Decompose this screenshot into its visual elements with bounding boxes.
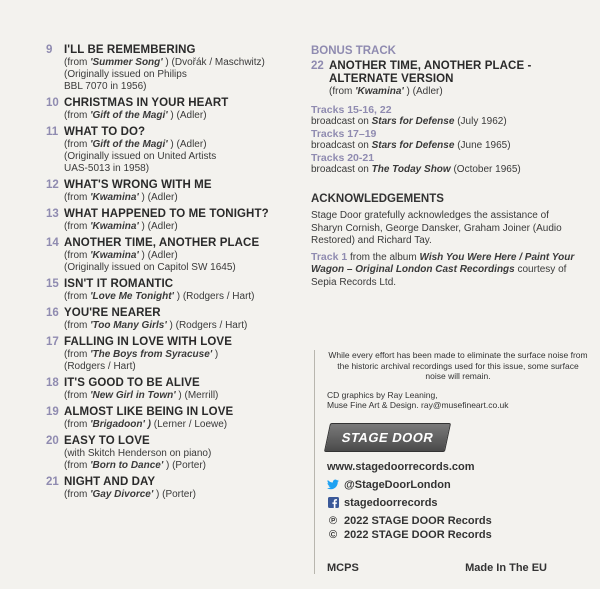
acknowledgements-heading: ACKNOWLEDGEMENTS	[311, 193, 444, 205]
track-detail: (from 'Gift of the Magi' ) (Adler)	[64, 110, 207, 121]
track-number: 12	[46, 179, 59, 191]
track-title: I'LL BE REMEMBERING	[64, 44, 196, 56]
track-item	[46, 126, 296, 175]
facebook-icon	[327, 497, 339, 509]
track-detail: (from 'Summer Song' ) (Dvořák / Maschwitz)	[64, 57, 265, 68]
broadcast-list	[311, 104, 581, 176]
bonus-title-line2: ALTERNATE VERSION	[329, 73, 454, 85]
track-title: NIGHT AND DAY	[64, 476, 156, 488]
track-item	[46, 97, 296, 122]
track-detail: BBL 7070 in 1956)	[64, 81, 147, 92]
track-title: EASY TO LOVE	[64, 435, 150, 447]
track-number: 19	[46, 406, 59, 418]
bonus-heading: BONUS TRACK	[311, 45, 396, 57]
track-title: WHAT'S WRONG WITH ME	[64, 179, 212, 191]
track-number: 21	[46, 476, 59, 488]
cd-graphics-credit: CD graphics by Ray Leaning, Muse Fine Art & Design. ray@musefineart.co.uk	[327, 389, 509, 410]
track-list	[46, 44, 296, 505]
footer	[327, 562, 547, 574]
bonus-track	[311, 60, 581, 98]
track-detail: (from 'Born to Dance' ) (Porter)	[64, 460, 206, 471]
track-title: YOU'RE NEARER	[64, 307, 161, 319]
track-item	[46, 336, 296, 373]
track-number: 10	[46, 97, 59, 109]
track-title: IT'S GOOD TO BE ALIVE	[64, 377, 200, 389]
p-line: ℗ 2022 STAGE DOOR Records	[328, 514, 492, 527]
track-detail: (from 'Kwamina' ) (Adler)	[64, 221, 178, 232]
broadcast-detail: broadcast on The Today Show (October 1965)	[311, 164, 521, 175]
track1-credit: Track 1 from the album Wish You Were Here / Paint Your Wagon – Original London Cast Recordings courtesy of Sepia Records Ltd.	[311, 250, 575, 288]
track-number: 18	[46, 377, 59, 389]
track-detail: (Originally issued on United Artists	[64, 151, 217, 162]
track-detail: (from 'Brigadoon' ) (Lerner / Loewe)	[64, 419, 228, 430]
broadcast-tracks-label: Tracks 17–19	[311, 128, 377, 140]
track-detail: (Rodgers / Hart)	[64, 361, 136, 372]
track-item	[46, 476, 296, 501]
track-detail: UAS-5013 in 1958)	[64, 163, 150, 174]
track-item	[46, 237, 296, 274]
track-item	[46, 377, 296, 402]
track-number: 14	[46, 237, 59, 249]
track-detail: (from 'Kwamina' ) (Adler)	[64, 192, 178, 203]
track-item	[46, 179, 296, 204]
track-number: 22	[311, 60, 324, 72]
track-number: 11	[46, 126, 59, 138]
twitter-icon	[327, 479, 339, 491]
track-detail: (from 'Gift of the Magi' ) (Adler)	[64, 139, 207, 150]
track-detail: (with Skitch Henderson on piano)	[64, 448, 212, 459]
track-detail: (Originally issued on Philips	[64, 69, 187, 80]
noise-note: While every effort has been made to eliminate the surface noise from the historic archival recordings used for this issue, some surface noise will remain.	[328, 350, 588, 381]
broadcast-tracks-label: Tracks 20-21	[311, 152, 375, 164]
track-number: 13	[46, 208, 59, 220]
track-title: CHRISTMAS IN YOUR HEART	[64, 97, 229, 109]
copyright-symbol: ©	[328, 528, 338, 541]
track-item	[46, 406, 296, 431]
track-item	[46, 208, 296, 233]
website-link[interactable]: www.stagedoorrecords.com	[327, 460, 475, 473]
track-title: WHAT TO DO?	[64, 126, 146, 138]
facebook-link[interactable]: stagedoorrecords	[327, 496, 589, 510]
track-title: FALLING IN LOVE WITH LOVE	[64, 336, 232, 348]
c-line: © 2022 STAGE DOOR Records	[328, 528, 492, 541]
track-number: 20	[46, 435, 59, 447]
track-item	[46, 307, 296, 332]
twitter-link[interactable]: @StageDoorLondon	[327, 478, 589, 492]
acknowledgements-text: Stage Door gratefully acknowledges the assistance of Sharyn Cornish, George Dansker, Graham Joiner (Audio Restored) and Richard Tay.	[311, 210, 562, 246]
track-title: WHAT HAPPENED TO ME TONIGHT?	[64, 208, 269, 220]
track-number: 15	[46, 278, 59, 290]
track-item	[46, 435, 296, 472]
track-detail: (Originally issued on Capitol SW 1645)	[64, 262, 236, 273]
broadcast-detail: broadcast on Stars for Defense (June 1965)	[311, 140, 511, 151]
broadcast-detail: broadcast on Stars for Defense (July 1962)	[311, 116, 507, 127]
stage-door-logo: STAGE DOOR	[324, 423, 452, 452]
track-title: ISN'T IT ROMANTIC	[64, 278, 174, 290]
bonus-from: (from 'Kwamina' ) (Adler)	[329, 86, 443, 97]
track-number: 17	[46, 336, 59, 348]
track-detail: (from 'The Boys from Syracuse' )	[64, 349, 219, 360]
track-item	[46, 44, 296, 93]
track-number: 9	[46, 44, 53, 56]
made-in-label: Made In The EU	[465, 561, 547, 574]
track-detail: (from 'Kwamina' ) (Adler)	[64, 250, 178, 261]
phonogram-symbol: ℗	[328, 514, 338, 527]
track-detail: (from 'New Girl in Town' ) (Merrill)	[64, 390, 219, 401]
right-column	[311, 44, 581, 289]
track-title: ALMOST LIKE BEING IN LOVE	[64, 406, 234, 418]
bonus-title-line1: ANOTHER TIME, ANOTHER PLACE -	[329, 60, 532, 72]
track-item	[46, 278, 296, 303]
track-detail: (from 'Too Many Girls' ) (Rodgers / Hart)	[64, 320, 248, 331]
track-detail: (from 'Gay Divorce' ) (Porter)	[64, 489, 197, 500]
track-detail: (from 'Love Me Tonight' ) (Rodgers / Hart)	[64, 291, 255, 302]
broadcast-tracks-label: Tracks 15-16, 22	[311, 104, 392, 116]
credits-box	[314, 350, 589, 574]
track-number: 16	[46, 307, 59, 319]
track-title: ANOTHER TIME, ANOTHER PLACE	[64, 237, 260, 249]
mcps-label: MCPS	[327, 561, 359, 574]
